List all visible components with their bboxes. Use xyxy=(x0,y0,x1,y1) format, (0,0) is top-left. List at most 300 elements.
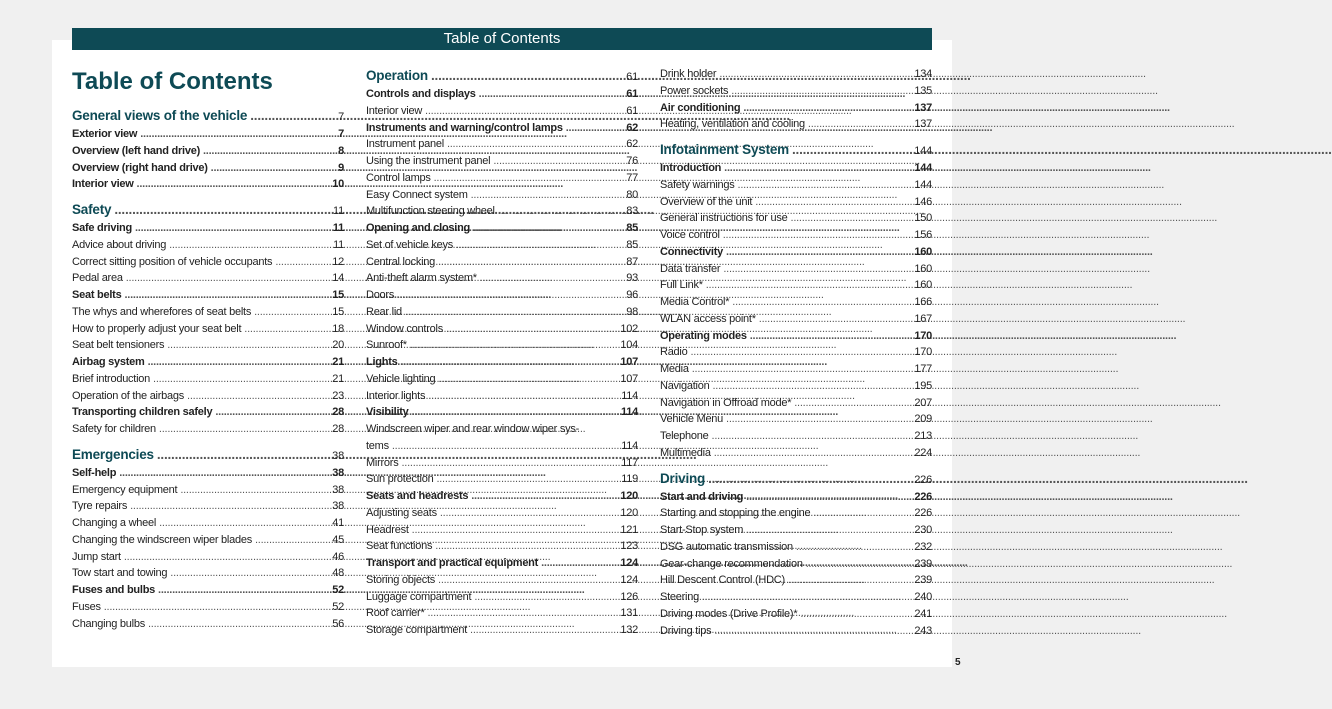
toc-page-number: 226 xyxy=(914,490,932,503)
toc-entry-title: Changing a wheel xyxy=(72,517,157,529)
toc-entry[interactable] xyxy=(72,323,344,340)
toc-page-number: 170 xyxy=(914,346,932,359)
toc-entry-title: Interior view xyxy=(72,178,134,191)
toc-entry[interactable] xyxy=(660,263,932,280)
toc-entry[interactable] xyxy=(366,607,638,624)
toc-entry[interactable] xyxy=(366,624,638,641)
dot-leader xyxy=(435,540,617,552)
toc-entry[interactable] xyxy=(660,625,932,642)
toc-entry-title: General instructions for use xyxy=(660,212,788,225)
toc-page-number: 132 xyxy=(620,624,638,636)
toc-entry[interactable] xyxy=(366,222,638,239)
toc-page-number: 230 xyxy=(914,524,932,536)
toc-page-number: 11 xyxy=(332,222,344,234)
toc-page-number: 76 xyxy=(626,155,638,167)
toc-section-heading[interactable] xyxy=(660,142,932,162)
toc-page-number: 121 xyxy=(620,523,638,536)
toc-entry[interactable] xyxy=(366,323,638,340)
dot-leader xyxy=(788,574,911,586)
toc-page-number: 241 xyxy=(914,607,932,620)
toc-entry[interactable] xyxy=(660,330,932,347)
toc-page-number: 224 xyxy=(914,446,932,459)
toc-entry-title: Fuses xyxy=(72,600,101,613)
toc-page-number: 62 xyxy=(626,121,638,134)
toc-entry-title: Correct sitting position of vehicle occupants xyxy=(72,255,273,268)
toc-entry[interactable] xyxy=(366,574,638,591)
toc-entry-title: Multifunction steering wheel xyxy=(366,205,495,218)
dot-leader xyxy=(808,118,911,130)
toc-entry-title: Safety for children xyxy=(72,423,156,435)
toc-entry-title: Driving tips xyxy=(660,624,712,637)
toc-entry[interactable] xyxy=(72,162,344,179)
toc-page-number: 85 xyxy=(626,238,638,251)
toc-page-number: 114 xyxy=(621,439,638,452)
toc-entry[interactable] xyxy=(366,423,638,440)
toc-page-number: 8 xyxy=(338,144,344,157)
toc-entry-title: Drink holder xyxy=(660,68,717,80)
toc-entry[interactable] xyxy=(660,118,932,135)
dot-leader xyxy=(211,162,323,174)
toc-entry[interactable] xyxy=(660,558,932,575)
toc-page-number: 123 xyxy=(620,540,638,553)
dot-leader xyxy=(750,330,911,342)
toc-column-2 xyxy=(366,68,638,641)
toc-entry[interactable] xyxy=(660,346,932,363)
toc-entry[interactable] xyxy=(366,557,638,574)
toc-entry[interactable] xyxy=(366,306,638,323)
toc-page-number: 107 xyxy=(620,372,638,385)
toc-entry-title: Changing bulbs xyxy=(72,617,145,630)
toc-entry-title: Radio xyxy=(660,346,688,359)
toc-entry[interactable] xyxy=(660,363,932,380)
dot-leader xyxy=(691,346,912,358)
dot-leader xyxy=(397,289,617,301)
dot-leader xyxy=(726,246,911,258)
toc-page-number: 170 xyxy=(914,329,932,342)
toc-entry-title: Driving modes (Drive Profile)* xyxy=(660,607,798,620)
toc-entry-title: Overview (left hand drive) xyxy=(72,144,200,157)
toc-page-number: 46 xyxy=(332,550,344,563)
toc-entry[interactable] xyxy=(660,447,932,464)
toc-page-number: 7 xyxy=(338,128,344,140)
dot-leader xyxy=(706,279,911,291)
toc-page-number: 85 xyxy=(626,222,638,234)
toc-entry[interactable] xyxy=(366,289,638,306)
toc-column-3 xyxy=(660,68,932,641)
toc-entry[interactable] xyxy=(72,601,344,618)
toc-section-heading[interactable] xyxy=(72,108,344,128)
toc-entry-title: Start-Stop system xyxy=(660,524,744,536)
dot-leader xyxy=(473,222,617,234)
toc-entry-title: Overview of the unit xyxy=(660,195,753,208)
toc-page-number: 61 xyxy=(626,71,638,83)
toc-section-heading[interactable] xyxy=(72,447,344,467)
page-number: 5 xyxy=(955,657,961,668)
toc-entry-title: Infotainment System xyxy=(660,142,789,157)
toc-entry[interactable] xyxy=(366,138,638,155)
toc-entry[interactable] xyxy=(72,406,344,423)
toc-entry[interactable] xyxy=(72,551,344,568)
toc-entry-title: Instruments and warning/control lamps xyxy=(366,121,563,134)
toc-entry-title: Window controls xyxy=(366,322,443,335)
dot-leader xyxy=(723,263,911,275)
dot-leader xyxy=(137,178,323,190)
toc-entry-title: Data transfer xyxy=(660,262,721,275)
toc-entry-title: Transport and practical equipment xyxy=(366,557,539,569)
toc-entry-title: Transporting children safely xyxy=(72,406,213,419)
dot-leader xyxy=(446,323,617,335)
toc-entry-title: Advice about driving xyxy=(72,238,167,251)
toc-entry[interactable] xyxy=(660,279,932,296)
dot-leader xyxy=(428,607,618,619)
toc-entry[interactable] xyxy=(72,567,344,584)
toc-entry[interactable] xyxy=(366,406,638,423)
dot-leader xyxy=(428,390,617,402)
toc-entry[interactable] xyxy=(366,390,638,407)
toc-entry[interactable] xyxy=(366,356,638,373)
toc-entry-title: Air conditioning xyxy=(660,101,741,114)
toc-entry[interactable] xyxy=(72,584,344,601)
toc-entry[interactable] xyxy=(72,517,344,534)
toc-page-number: 126 xyxy=(620,590,638,603)
toc-entry[interactable] xyxy=(366,272,638,289)
toc-entry[interactable] xyxy=(72,339,344,356)
dot-leader xyxy=(124,551,323,563)
toc-entry-title: Connectivity xyxy=(660,245,724,258)
dot-leader xyxy=(412,524,617,536)
dot-leader xyxy=(726,413,911,425)
toc-page-number: 160 xyxy=(914,245,932,258)
toc-page-number: 104 xyxy=(620,339,638,352)
toc-entry[interactable] xyxy=(660,430,932,447)
toc-page-number: 38 xyxy=(332,500,344,513)
toc-entry[interactable] xyxy=(366,189,638,206)
toc-entry[interactable] xyxy=(660,313,932,330)
toc-entry[interactable] xyxy=(366,524,638,541)
toc-page-number: 61 xyxy=(626,88,638,100)
toc-entry-title: Controls and displays xyxy=(366,88,476,100)
dot-leader xyxy=(392,440,617,452)
toc-entry[interactable] xyxy=(366,457,638,474)
toc-page-number: 28 xyxy=(332,423,344,435)
dot-leader xyxy=(792,142,911,157)
toc-entry-title: The whys and wherefores of seat belts xyxy=(72,305,252,318)
toc-page-number: 144 xyxy=(914,145,932,157)
dot-leader xyxy=(692,363,911,375)
toc-page-number: 119 xyxy=(621,473,638,486)
toc-section-heading[interactable] xyxy=(366,68,638,88)
toc-entry[interactable] xyxy=(660,212,932,229)
toc-page-number: 14 xyxy=(332,272,344,285)
toc-entry-title: Media Control* xyxy=(660,296,730,308)
toc-entry-title: Sun protection xyxy=(366,473,434,486)
toc-page-number: 102 xyxy=(620,322,638,335)
toc-page-number: 52 xyxy=(332,600,344,613)
toc-page-number: 23 xyxy=(332,389,344,402)
toc-entry-title: Start and driving xyxy=(660,490,744,503)
toc-page-number: 117 xyxy=(621,456,638,469)
dot-leader xyxy=(167,339,323,351)
dot-leader xyxy=(254,306,323,318)
toc-entry[interactable] xyxy=(72,534,344,551)
dot-leader xyxy=(714,625,911,637)
toc-entry[interactable] xyxy=(660,229,932,246)
dot-leader xyxy=(471,490,617,502)
toc-entry[interactable] xyxy=(72,423,344,440)
toc-entry[interactable] xyxy=(72,618,344,635)
toc-entry[interactable] xyxy=(366,540,638,557)
dot-leader xyxy=(743,102,911,114)
toc-entry[interactable] xyxy=(72,178,344,195)
toc-entry[interactable] xyxy=(660,608,932,625)
dot-leader xyxy=(140,128,323,140)
dot-leader xyxy=(158,584,323,596)
toc-entry-title: tems xyxy=(366,439,389,452)
dot-leader xyxy=(479,88,617,100)
toc-entry-title: Media xyxy=(660,363,689,375)
header-banner: Table of Contents xyxy=(72,28,932,50)
toc-page-number: 11 xyxy=(333,238,344,251)
dot-leader xyxy=(135,222,323,234)
toc-entry-title: Navigation in Offroad mode* xyxy=(660,396,792,409)
toc-page-number: 232 xyxy=(914,540,932,553)
toc-page-number: 10 xyxy=(332,178,344,191)
toc-entry-title: Pedal area xyxy=(72,272,123,285)
toc-entry-title: Jump start xyxy=(72,550,121,563)
toc-entry-title: Luggage compartment xyxy=(366,590,472,603)
page-title: Table of Contents xyxy=(72,68,273,95)
toc-entry[interactable] xyxy=(660,296,932,313)
toc-entry-title: Steering xyxy=(660,591,699,603)
toc-entry-title: Exterior view xyxy=(72,128,138,140)
toc-entry[interactable] xyxy=(660,179,932,196)
toc-entry-title: Interior view xyxy=(366,104,423,117)
toc-entry-title: Seat functions xyxy=(366,540,433,553)
toc-entry[interactable] xyxy=(660,162,932,179)
toc-entry[interactable] xyxy=(660,524,932,541)
toc-entry[interactable] xyxy=(660,68,932,85)
toc-entry[interactable] xyxy=(72,500,344,517)
toc-entry-title: Telephone xyxy=(660,430,709,442)
dot-leader xyxy=(159,517,323,529)
dot-leader xyxy=(438,373,617,385)
toc-entry-title: Storing objects xyxy=(366,573,436,586)
dot-leader xyxy=(180,484,323,496)
toc-page-number: 28 xyxy=(332,406,344,419)
toc-entry-title: Windscreen wiper and rear window wiper sys- xyxy=(366,423,579,435)
toc-entry-title: Opening and closing xyxy=(366,222,471,234)
toc-entry[interactable] xyxy=(366,373,638,390)
toc-entry-title: Brief introduction xyxy=(72,372,151,385)
toc-page-number: 240 xyxy=(914,591,932,603)
dot-leader xyxy=(412,406,617,418)
toc-entry[interactable] xyxy=(660,246,932,263)
toc-entry[interactable] xyxy=(660,507,932,524)
toc-page-number: 226 xyxy=(914,507,932,520)
toc-entry[interactable] xyxy=(72,256,344,273)
toc-entry[interactable] xyxy=(366,339,638,356)
toc-entry[interactable] xyxy=(366,490,638,507)
toc-page-number: 114 xyxy=(621,389,638,402)
toc-entry[interactable] xyxy=(660,380,932,397)
toc-entry-title: Changing the windscreen wiper blades xyxy=(72,533,252,546)
toc-entry-title: Rear lid xyxy=(366,305,402,318)
toc-page-number: 87 xyxy=(626,255,638,268)
dot-leader xyxy=(480,272,617,284)
toc-entry[interactable] xyxy=(72,222,344,239)
toc-page-number: 45 xyxy=(332,533,344,546)
toc-entry[interactable] xyxy=(366,88,638,105)
toc-entry[interactable] xyxy=(72,272,344,289)
toc-page-number: 134 xyxy=(914,68,932,80)
toc-entry[interactable] xyxy=(660,397,932,414)
toc-entry[interactable] xyxy=(72,467,344,484)
toc-page-number: 150 xyxy=(914,212,932,225)
dot-leader xyxy=(712,380,911,392)
dot-leader xyxy=(723,229,911,241)
toc-page-number: 114 xyxy=(621,406,638,419)
toc-entry-title: Power sockets xyxy=(660,84,729,97)
toc-entry-title: Sunroof* xyxy=(366,339,407,352)
toc-entry[interactable] xyxy=(660,85,932,102)
toc-entry[interactable] xyxy=(660,541,932,558)
toc-entry-title: Vehicle Menu xyxy=(660,413,724,426)
toc-entry-title: Seat belt tensioners xyxy=(72,339,165,352)
dot-leader xyxy=(796,541,911,553)
dot-leader xyxy=(159,423,323,435)
dot-leader xyxy=(401,356,618,368)
toc-entry-title: Storage compartment xyxy=(366,624,468,636)
toc-page-number: 243 xyxy=(914,624,932,637)
dot-leader xyxy=(157,447,323,462)
toc-entry-title: Hill Descent Control (HDC) xyxy=(660,574,785,587)
toc-entry[interactable] xyxy=(72,356,344,373)
toc-entry[interactable] xyxy=(660,413,932,430)
toc-entry-title: Emergency equipment xyxy=(72,483,178,496)
dot-leader xyxy=(410,339,617,351)
toc-section-heading[interactable] xyxy=(660,471,932,491)
toc-page-number: 98 xyxy=(626,305,638,318)
dot-leader xyxy=(447,138,617,150)
toc-entry-title: Instrument panel xyxy=(366,138,444,151)
dot-leader xyxy=(712,430,911,442)
dot-leader xyxy=(425,105,617,117)
toc-entry[interactable] xyxy=(72,145,344,162)
dot-leader xyxy=(405,306,617,318)
dot-leader xyxy=(474,591,617,603)
dot-leader xyxy=(215,406,323,418)
toc-page-number: 41 xyxy=(332,517,344,529)
toc-entry-title: Operation of the airbags xyxy=(72,389,185,402)
toc-page-number: 18 xyxy=(332,322,344,335)
dot-leader xyxy=(438,256,617,268)
dot-leader xyxy=(755,196,911,208)
dot-leader xyxy=(702,591,911,603)
toc-entry[interactable] xyxy=(72,128,344,145)
toc-entry[interactable] xyxy=(660,102,932,119)
dot-leader xyxy=(800,608,911,620)
toc-entry-title: Emergencies xyxy=(72,446,154,462)
toc-entry[interactable] xyxy=(366,239,638,256)
toc-entry[interactable] xyxy=(366,440,638,457)
toc-entry[interactable] xyxy=(366,155,638,172)
toc-entry[interactable] xyxy=(366,122,638,139)
dot-leader xyxy=(566,122,617,134)
dot-leader xyxy=(498,205,617,217)
toc-page-number: 209 xyxy=(914,413,932,426)
toc-page-number: 239 xyxy=(914,557,932,570)
toc-entry[interactable] xyxy=(72,484,344,501)
toc-entry-title: Introduction xyxy=(660,162,722,174)
toc-column-1 xyxy=(72,108,344,634)
toc-entry[interactable] xyxy=(366,507,638,524)
toc-page-number: 177 xyxy=(914,363,932,375)
dot-leader xyxy=(470,624,617,636)
toc-page-number: 11 xyxy=(332,205,344,217)
dot-leader xyxy=(813,507,911,519)
toc-page-number: 52 xyxy=(332,584,344,596)
dot-leader xyxy=(250,108,323,123)
toc-page-number: 156 xyxy=(914,229,932,241)
toc-section-heading[interactable] xyxy=(72,202,344,222)
dot-leader xyxy=(434,172,617,184)
dot-leader xyxy=(170,567,323,579)
toc-entry[interactable] xyxy=(72,373,344,390)
toc-entry-title: Doors xyxy=(366,289,395,301)
dot-leader xyxy=(114,202,323,217)
toc-entry[interactable] xyxy=(660,591,932,608)
toc-entry-title: Vehicle lighting xyxy=(366,372,436,385)
toc-entry[interactable] xyxy=(72,390,344,407)
toc-entry[interactable] xyxy=(366,256,638,273)
toc-page-number: 77 xyxy=(626,171,638,184)
dot-leader xyxy=(794,397,911,409)
toc-entry[interactable] xyxy=(366,473,638,490)
toc-entry-title: Full Link* xyxy=(660,279,703,292)
toc-entry-title: Seats and headrests xyxy=(366,490,469,502)
toc-entry[interactable] xyxy=(660,574,932,591)
toc-page-number: 38 xyxy=(332,483,344,496)
toc-page-number: 93 xyxy=(626,272,638,285)
toc-page-number: 124 xyxy=(620,573,638,586)
toc-page-number: 38 xyxy=(332,466,344,479)
dot-leader xyxy=(153,373,323,385)
toc-entry[interactable] xyxy=(660,491,932,508)
toc-page-number: 167 xyxy=(914,312,932,325)
toc-entry-title: Control lamps xyxy=(366,171,431,184)
toc-page-number: 61 xyxy=(626,104,638,117)
toc-entry[interactable] xyxy=(72,289,344,306)
toc-page-number: 144 xyxy=(914,178,932,191)
toc-entry[interactable] xyxy=(72,306,344,323)
dot-leader xyxy=(440,507,617,519)
dot-leader xyxy=(203,145,323,157)
dot-leader xyxy=(255,534,323,546)
dot-leader xyxy=(436,473,617,485)
toc-entry[interactable] xyxy=(366,172,638,189)
toc-entry[interactable] xyxy=(366,105,638,122)
toc-entry-title: Interior lights xyxy=(366,389,426,402)
toc-entry[interactable] xyxy=(366,591,638,608)
toc-entry[interactable] xyxy=(72,239,344,256)
dot-leader xyxy=(493,155,617,167)
dot-leader xyxy=(169,239,323,251)
toc-entry[interactable] xyxy=(660,196,932,213)
toc-page-number: 135 xyxy=(914,84,932,97)
toc-entry[interactable] xyxy=(366,205,638,222)
toc-page-number: 21 xyxy=(332,372,344,385)
toc-page-number: 7 xyxy=(338,111,344,123)
